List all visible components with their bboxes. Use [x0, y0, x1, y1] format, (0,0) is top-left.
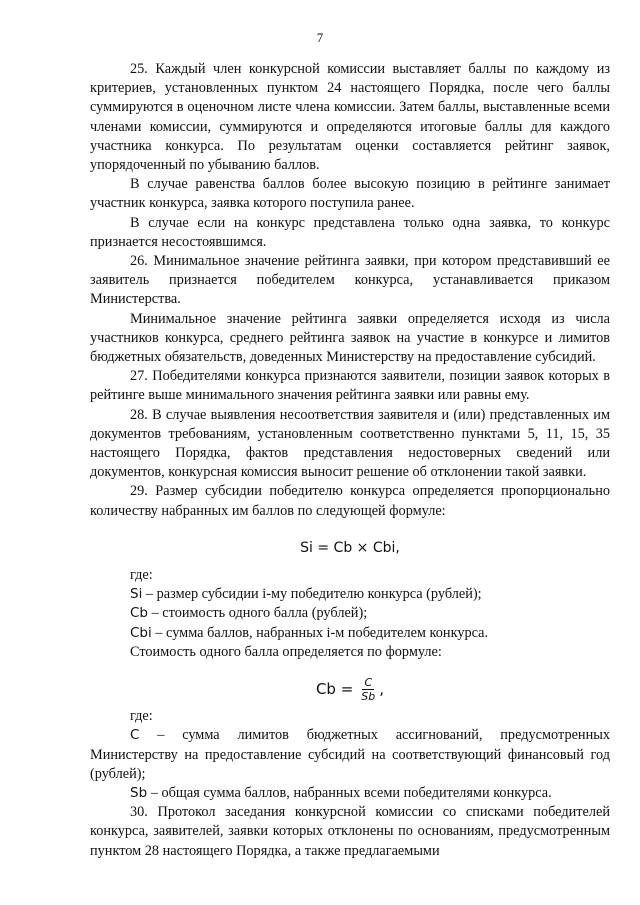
fraction-denominator: Sb: [361, 690, 376, 704]
formula-point-cost: [90, 676, 610, 703]
paragraph-30: 30. Протокол заседания конкурсной комиссии со списками победителей конкурса, заявителей, заявки которых отклонены по основаниям, предусмотренным пунктом 28 настоящего Порядка, а также предлагаемыми: [90, 804, 610, 859]
paragraph-min-rating: Минимальное значение рейтинга заявки определяется исходя из числа участников конкурса, среднего рейтинга заявок на участие в конкурсе и лимитов бюджетных обязательств, доведенных Министерству на предоставление субсидий.: [90, 310, 610, 366]
formula-tail: ,: [379, 679, 385, 698]
formula-fraction: [359, 676, 377, 703]
definition-sb: [90, 784, 610, 803]
definition-cbi-text: – сумма баллов, набранных i-м победителем конкурса.: [151, 624, 489, 641]
symbol-si: Si: [130, 586, 143, 603]
definition-cb: [90, 604, 610, 623]
symbol-c: C: [130, 727, 140, 744]
definition-c-text: – сумма лимитов бюджетных ассигнований, предусмотренных Министерству на предоставление субсидий на соответствующий финансовый год (рублей);: [90, 727, 610, 782]
symbol-cbi: Cbi: [130, 624, 152, 641]
page-number: 7: [316, 30, 324, 45]
definition-cbi: [90, 624, 610, 643]
definition-si-text: – размер субсидии i-му победителю конкурса (рублей);: [142, 586, 482, 603]
paragraph-single-bid: В случае если на конкурс представлена только одна заявка, то конкурс признается несостоявшимся.: [90, 214, 610, 250]
definition-sb-text: – общая сумма баллов, набранных всеми победителями конкурса.: [147, 784, 552, 801]
fraction-numerator: C: [364, 676, 373, 690]
formula-subsidy: Si = Cb × Cbi,: [300, 539, 400, 556]
where-label-1: где:: [130, 567, 153, 584]
definition-cb-text: – стоимость одного балла (рублей);: [148, 605, 368, 622]
paragraph-29: 29. Размер субсидии победителю конкурса определяется пропорционально количеству набранных им баллов по следующей формуле:: [90, 483, 610, 519]
paragraph-25: 25. Каждый член конкурсной комиссии выставляет баллы по каждому из критериев, установленных пунктом 24 настоящего Порядка, после чего баллы суммируются в оценочном листе члена комиссии. Затем баллы, выставленные всеми членами комиссии, суммируются и определяются итоговые баллы для каждого участника конкурса. По результатам оценки составляется рейтинг заявок, упорядоченный по убыванию баллов.: [90, 61, 610, 174]
paragraph-tie: В случае равенства баллов более высокую позицию в рейтинге занимает участник конкурса, заявка которого поступила ранее.: [90, 176, 610, 212]
document-body: [90, 60, 610, 861]
symbol-sb: Sb: [130, 784, 148, 801]
definition-c: [90, 726, 610, 784]
cost-intro: Стоимость одного балла определяется по формуле:: [130, 643, 442, 660]
formula-lhs: Cb =: [315, 679, 354, 698]
symbol-cb: Cb: [130, 605, 148, 622]
paragraph-27: 27. Победителями конкурса признаются заявители, позиции заявок которых в рейтинге выше минимального значения рейтинга заявки или равны ему.: [90, 368, 610, 404]
paragraph-26: 26. Минимальное значение рейтинга заявки, при котором представивший ее заявитель признается победителем конкурса, устанавливается приказом Министерства.: [90, 253, 610, 308]
definition-si: [90, 585, 610, 604]
paragraph-28: 28. В случае выявления несоответствия заявителя и (или) представленных им документов требованиям, установленным соответственно пунктами 5, 11, 15, 35 настоящего Порядка, фактов представления недостоверных сведений или документов, конкурсная комиссия выносит решение об отклонении такой заявки.: [90, 406, 610, 481]
where-label-2: где:: [130, 708, 153, 725]
